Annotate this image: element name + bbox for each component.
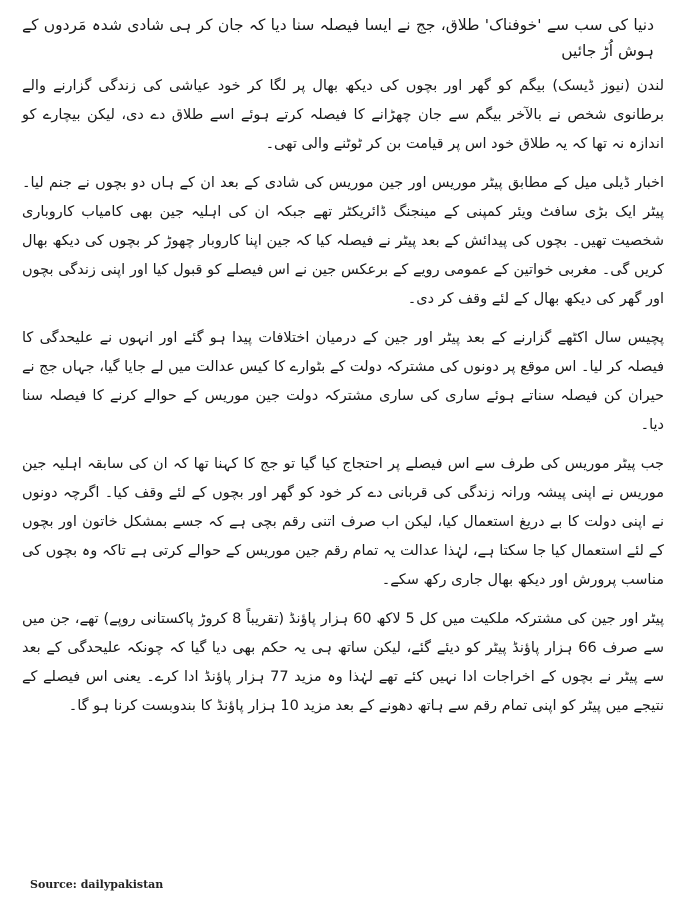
article-paragraph-judge-reasoning: جب پیٹر موریس کی طرف سے اس فیصلے پر احتجاج کیا گیا تو جج کا کہنا تھا کہ ان کی سابقہ اہلیہ جین موریس نے اپنی پیشہ ورانہ زندگی کی قربانی دے کر خود کو گھر اور بچوں کے لئے وقف کیا۔ اگرچہ دونوں نے اپنی دولت کا بے دریغ استعمال کیا، لیکن اب صرف اتنی رقم بچی ہے کہ جسے بمشکل خاتون اور بچوں کے لئے استعمال کیا جا سکتا ہے، لہٰذا عدالت یہ تمام رقم جین موریس کے حوالے کرتی ہے تاکہ وہ بچوں کی مناسب پرورش اور دیکھ بھال جاری رکھ سکے۔	[22, 456, 664, 588]
article-headline: دنیا کی سب سے 'خوفناک' طلاق، جج نے ایسا فیصلہ سنا دیا کہ جان کر ہی شادی شدہ مَردوں کے ہوش اُڑ جائیں	[22, 16, 654, 60]
article-paragraph-settlement: پیٹر اور جین کی مشترکہ ملکیت میں کل 5 لاکھ 60 ہزار پاؤنڈ (تقریباً 8 کروڑ پاکستانی روپے) تھے، جن میں سے صرف 66 ہزار پاؤنڈ پیٹر کو دیئے گئے، لیکن ساتھ ہی یہ حکم بھی دیا گیا کہ چونکہ علیحدگی کے بعد سے پیٹر نے بچوں کے اخراجات ادا نہیں کئے تھے لہٰذا وہ مزید 77 ہزار پاؤنڈ ادا کرے۔ یعنی اس فیصلے کے نتیجے میں پیٹر کو اپنی تمام رقم سے ہاتھ دھونے کے بعد مزید 10 ہزار پاؤنڈ کا بندوبست کرنا ہو گا۔	[22, 611, 664, 714]
source-name: dailypakistan	[80, 878, 164, 891]
article-paragraph-intro: لندن (نیوز ڈیسک) بیگم کو گھر اور بچوں کی دیکھ بھال پر لگا کر خود عیاشی کی زندگی گزارنے والے برطانوی شخص نے بالآخر بیگم سے جان چھڑانے کا فیصلہ کرتے ہوئے اسے طلاق دے دی، لیکن بیچارے کو اندازہ نہ تھا کہ یہ طلاق خود اس پر قیامت بن کر ٹوٹنے والی تھی۔	[22, 78, 664, 152]
source-credit	[30, 878, 163, 891]
article-paragraph-divorce: پچیس سال اکٹھے گزارنے کے بعد پیٹر اور جین کے درمیان اختلافات پیدا ہو گئے اور انہوں نے علیحدگی کا فیصلہ کر لیا۔ اس موقع پر دونوں کی مشترکہ دولت کے بٹوارے کا کیس عدالت میں لے جایا گیا، جہاں جج نے حیران کن فیصلہ سناتے ہوئے ساری کی ساری مشترکہ دولت جین موریس کے حوالے کرنے کا فیصلہ سنا دیا۔	[21, 330, 664, 433]
source-label: Source:	[30, 878, 77, 891]
article	[22, 12, 664, 913]
article-paragraph-background: اخبار ڈیلی میل کے مطابق پیٹر موریس اور جین موریس کی شادی کے بعد ان کے ہاں دو بچوں نے جنم لیا۔ پیٹر ایک بڑی سافٹ ویئر کمپنی کے مینجنگ ڈائریکٹر تھے جبکہ ان کی اہلیہ جین بھی کامیاب کاروباری شخصیت تھیں۔ بچوں کی پیدائش کے بعد پیٹر نے فیصلہ کیا کہ جین اپنا کاروبار چھوڑ کر بچوں کی دیکھ بھال کریں گی۔ مغربی خواتین کے عمومی رویے کے برعکس جین نے اس فیصلے کو قبول کیا اور اپنی زندگی بچوں اور گھر کی دیکھ بھال کے لئے وقف کر دی۔	[22, 175, 664, 307]
